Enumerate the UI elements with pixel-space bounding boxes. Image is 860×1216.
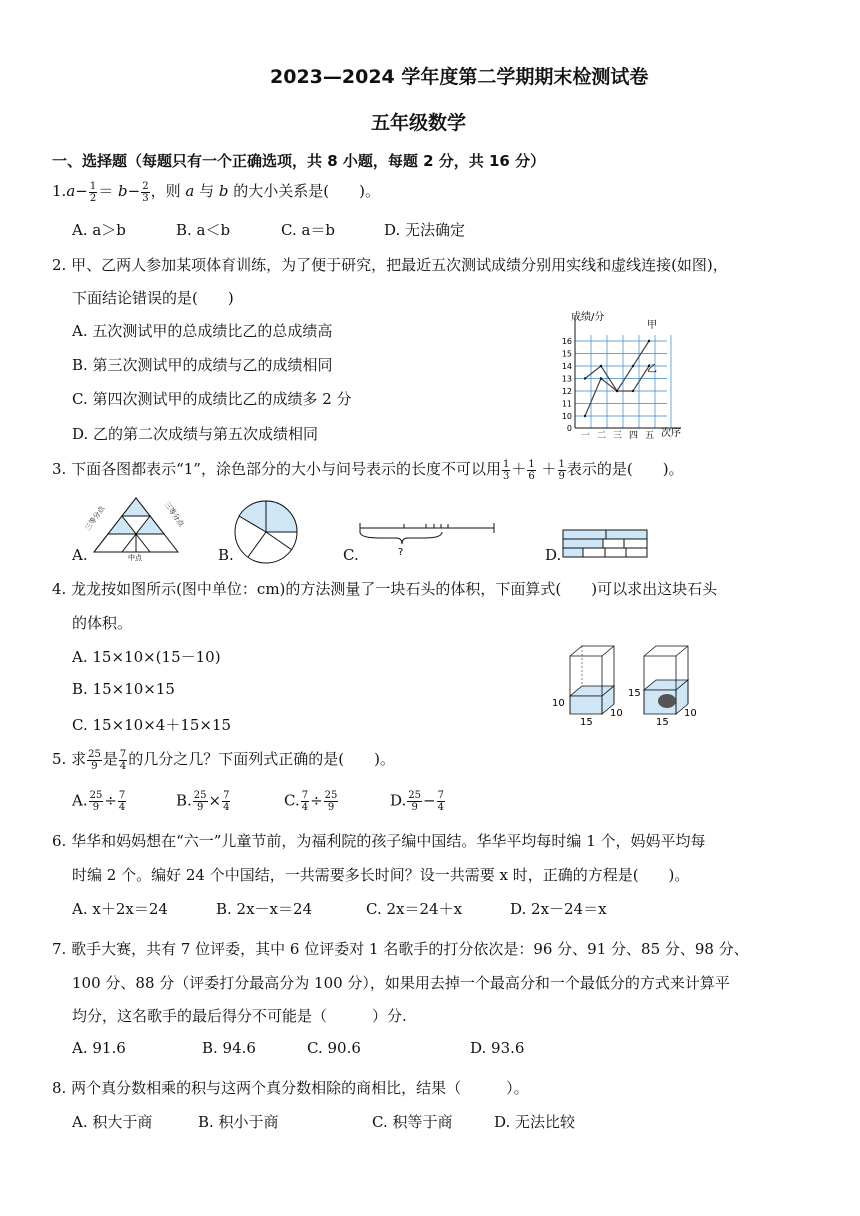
- q3-c-question-mark: ?: [398, 547, 404, 558]
- q5-f1-numerator: 25: [88, 748, 101, 760]
- q5-a-num-1: 25: [89, 790, 103, 801]
- q6-option-a[interactable]: A. x＋2x＝24: [72, 900, 168, 918]
- q1-equals: ＝: [98, 182, 114, 200]
- q5-option-b[interactable]: [176, 790, 231, 813]
- q1-f1-denominator: 2: [89, 192, 97, 204]
- q6-option-b[interactable]: B. 2x－x＝24: [216, 900, 313, 918]
- q3-label-c[interactable]: C.: [343, 546, 359, 564]
- q5-a-fraction-1: [89, 790, 104, 813]
- q4-right-depth: 10: [684, 708, 697, 719]
- q6-option-d[interactable]: D. 2x－24＝x: [510, 900, 607, 918]
- q3-label-b[interactable]: B.: [218, 546, 234, 564]
- q2-line-chart: [555, 308, 685, 440]
- q6-stem-line1: 6. 华华和妈妈想在“六一”儿童节前，为福利院的孩子编中国结。华华平均每时编 1 个，妈妈平均每: [52, 832, 706, 850]
- q5-b-den-2: 4: [223, 802, 230, 813]
- q5-f1-denominator: 9: [91, 760, 98, 772]
- q2-option-d[interactable]: D. 乙的第二次成绩与第五次成绩相同: [72, 425, 319, 443]
- q2-stem-line2: 下面结论错误的是( ): [72, 289, 234, 307]
- page-subtitle: 五年级数学: [371, 112, 467, 134]
- q5-a-label: A.: [72, 791, 88, 810]
- q5-b-fraction-2: [222, 790, 230, 813]
- q1-option-d[interactable]: D. 无法确定: [384, 221, 466, 239]
- q1-minus: −: [75, 182, 88, 200]
- chart-y-tick-label: 11: [561, 399, 572, 409]
- q3-f1-denominator: 3: [502, 470, 510, 482]
- section-heading: 一、选择题（每题只有一个正确选项，共 8 小题，每题 2 分，共 16 分）: [52, 152, 546, 170]
- q5-d-operator: −: [423, 791, 436, 810]
- chart-legend-jia: 甲: [647, 320, 657, 331]
- q5-b-label: B.: [176, 791, 192, 810]
- q5-text-mid: 是: [102, 750, 118, 768]
- q3-f1-numerator: 1: [502, 458, 510, 470]
- q1-option-c[interactable]: C. a＝b: [281, 221, 336, 239]
- q3-f2-numerator: 1: [528, 458, 535, 470]
- q5-a-den-1: 9: [92, 802, 100, 813]
- chart-point-jia: [648, 340, 650, 342]
- q5-option-d[interactable]: [390, 790, 446, 813]
- q5-b-operator: ×: [208, 791, 222, 810]
- q4-stem-line2: 的体积。: [72, 614, 133, 632]
- question-1: [52, 180, 380, 204]
- q4-option-a[interactable]: A. 15×10×(15－10): [72, 648, 221, 666]
- chart-x-tick-label: 二: [597, 431, 607, 441]
- q5-a-num-2: 7: [118, 790, 126, 801]
- chart-y-tick-label: 10: [561, 412, 572, 421]
- q5-fraction-1: [87, 749, 102, 772]
- q5-option-a[interactable]: [72, 790, 127, 813]
- q4-stem-line1: 4. 龙龙按如图所示(图中单位：cm)的方法测量了一块石头的体积，下面算式( )可以求出这块石头: [52, 580, 718, 598]
- q6-stem-line2: 时编 2 个。编好 24 个中国结，一共需要多长时间？设一共需要 x 时，正确的方程是( )。: [72, 866, 690, 884]
- q1-f2-numerator: 2: [142, 180, 149, 192]
- q5-a-operator: ÷: [104, 791, 117, 810]
- q7-stem-line1: 7. 歌手大赛，共有 7 位评委，其中 6 位评委对 1 名歌手的打分依次是：96 分、91 分、85 分、98 分、: [52, 940, 749, 958]
- q7-stem-line2: 100 分、88 分（评委打分最高分为 100 分），如果用去掉一个最高分和一个最低分的方式来计算平: [72, 974, 730, 992]
- chart-point-yi: [600, 365, 602, 367]
- q2-option-a[interactable]: A. 五次测试甲的总成绩比乙的总成绩高: [72, 322, 333, 340]
- q1-minus-2: −: [127, 182, 141, 200]
- q4-left-width: 15: [580, 717, 593, 728]
- chart-point-yi: [616, 390, 618, 392]
- q5-c-label: C.: [284, 791, 300, 810]
- q5-a-den-2: 4: [118, 802, 126, 813]
- q5-text-pre: 5. 求: [52, 750, 87, 768]
- q1-f1-numerator: 1: [89, 180, 97, 192]
- q3-text-pre: 3. 下面各图都表示“1”，涂色部分的大小与问号表示的长度不可以用: [52, 460, 501, 478]
- q5-d-fraction-2: [437, 790, 445, 813]
- chart-y-tick-label: 16: [561, 337, 572, 346]
- q4-option-b[interactable]: B. 15×10×15: [72, 680, 175, 698]
- q5-d-den-2: 4: [437, 802, 444, 813]
- q6-option-c[interactable]: C. 2x＝24＋x: [366, 900, 463, 918]
- q4-left-depth: 10: [610, 708, 623, 719]
- q1-text-2: 与: [194, 182, 219, 200]
- q5-f2-denominator: 4: [119, 760, 127, 772]
- q5-option-c[interactable]: [284, 790, 339, 813]
- question-3: [52, 458, 684, 482]
- q5-a-fraction-2: [118, 790, 126, 813]
- q1-number: 1.: [52, 182, 67, 200]
- chart-y-tick-label: 13: [561, 374, 572, 384]
- q5-b-den-1: 9: [196, 802, 204, 813]
- question-5: [52, 748, 395, 772]
- chart-x-tick-label: 四: [629, 431, 639, 441]
- q5-c-fraction-1: [301, 790, 309, 813]
- q4-right-height: 15: [628, 688, 641, 699]
- q3-plus-1: ＋: [511, 460, 527, 478]
- q3-label-a[interactable]: A.: [72, 546, 88, 564]
- q5-d-den-1: 9: [411, 802, 418, 813]
- q1-f2-denominator: 3: [142, 192, 149, 204]
- q3-figure-d-bars: [562, 529, 648, 561]
- q3-fraction-3: [558, 459, 566, 482]
- chart-x-tick-label: 一: [581, 431, 591, 441]
- chart-point-jia: [632, 365, 634, 367]
- q7-option-d[interactable]: D. 93.6: [470, 1039, 525, 1057]
- q3-a-text-left: 三等分点: [83, 504, 107, 533]
- q1-var-b: b: [118, 182, 128, 200]
- q7-option-b[interactable]: B. 94.6: [202, 1039, 256, 1057]
- chart-y-tick-label: 0: [566, 424, 572, 433]
- q5-c-num-2: 25: [324, 790, 338, 801]
- q1-fraction-1: [89, 181, 97, 204]
- q2-option-b[interactable]: B. 第三次测试甲的成绩与乙的成绩相同: [72, 356, 333, 374]
- q8-option-c[interactable]: C. 积等于商: [372, 1113, 453, 1131]
- q4-figure-containers: [548, 636, 708, 728]
- container-right: [628, 646, 697, 728]
- q7-option-a[interactable]: A. 91.6: [72, 1039, 126, 1057]
- q3-plus-2: ＋: [536, 460, 557, 478]
- q3-figure-a-triangle: [83, 494, 186, 562]
- q4-right-width: 15: [656, 717, 669, 728]
- q3-fraction-1: [502, 459, 510, 482]
- q1-text-1: ，则: [150, 182, 186, 200]
- q2-stem-line1: 2. 甲、乙两人参加某项体育训练，为了便于研究，把最近五次测试成绩分别用实线和虚线连接(如图)，: [52, 256, 728, 274]
- q5-d-num-1: 25: [408, 790, 421, 801]
- chart-y-tick-label: 15: [561, 349, 572, 359]
- q5-d-fraction-1: [407, 790, 422, 813]
- q3-text-post: 表示的是( )。: [566, 460, 684, 478]
- q3-label-d[interactable]: D.: [545, 546, 562, 564]
- q5-c-den-1: 4: [301, 802, 309, 813]
- q3-a-midpoint: 中点: [128, 554, 142, 562]
- stone-icon: [658, 694, 676, 708]
- q8-option-d[interactable]: D. 无法比较: [494, 1113, 576, 1131]
- q1-var-a: a: [66, 182, 76, 200]
- q5-c-den-2: 9: [327, 802, 335, 813]
- container-left: [552, 646, 623, 728]
- q5-fraction-2: [119, 749, 127, 772]
- q1-option-b[interactable]: B. a＜b: [176, 221, 231, 239]
- q3-f2-denominator: 6: [528, 470, 535, 482]
- q5-b-num-2: 7: [223, 790, 230, 801]
- chart-legend-yi: 乙: [647, 364, 657, 375]
- q5-c-num-1: 7: [301, 790, 309, 801]
- q7-stem-line3: 均分，这名歌手的最后得分不可能是（ ）分.: [72, 1007, 407, 1025]
- q8-stem: 8. 两个真分数相乘的积与这两个真分数相除的商相比，结果（ ）。: [52, 1079, 529, 1097]
- q7-option-c[interactable]: C. 90.6: [307, 1039, 361, 1057]
- q5-b-num-1: 25: [193, 790, 207, 801]
- q5-c-fraction-2: [324, 790, 339, 813]
- page-title: 2023—2024 学年度第二学期期末检测试卷: [270, 66, 649, 88]
- q8-option-b[interactable]: B. 积小于商: [198, 1113, 279, 1131]
- chart-xlabel: 次序: [661, 428, 681, 439]
- q8-option-a[interactable]: A. 积大于商: [72, 1113, 153, 1131]
- q1-fraction-2: [141, 181, 149, 204]
- q3-f3-numerator: 1: [558, 458, 565, 470]
- q3-figure-c-line: [358, 520, 498, 564]
- chart-y-tick-label: 14: [561, 362, 572, 371]
- q4-left-height: 10: [552, 698, 565, 709]
- chart-x-tick-label: 三: [613, 431, 623, 441]
- chart-point-jia: [600, 377, 602, 379]
- q5-c-operator: ÷: [310, 791, 323, 810]
- q3-f3-denominator: 9: [558, 470, 565, 482]
- chart-ylabel: 成绩/分: [571, 312, 605, 323]
- q5-d-num-2: 7: [437, 790, 444, 801]
- q5-d-label: D.: [390, 791, 407, 810]
- q2-option-c[interactable]: C. 第四次测试甲的成绩比乙的成绩多 2 分: [72, 390, 352, 408]
- q5-f2-numerator: 7: [119, 748, 127, 760]
- q5-text-post: 的几分之几？下面列式正确的是( )。: [128, 750, 395, 768]
- q1-var-b-2: b: [218, 182, 229, 200]
- q3-fraction-2: [527, 459, 535, 482]
- q5-b-fraction-1: [193, 790, 208, 813]
- q3-a-text-right: 三等分点: [162, 500, 186, 529]
- chart-point-yi: [632, 390, 634, 392]
- chart-x-tick-label: 五: [645, 431, 655, 441]
- chart-point-yi: [584, 377, 586, 379]
- chart-point-jia: [584, 415, 586, 417]
- chart-y-tick-label: 12: [561, 387, 572, 396]
- q3-figure-b-circle: [232, 498, 302, 568]
- q1-text-3: 的大小关系是( )。: [228, 182, 380, 200]
- q1-option-a[interactable]: A. a＞b: [72, 221, 126, 239]
- q4-option-c[interactable]: C. 15×10×4＋15×15: [72, 716, 232, 734]
- q1-var-a-2: a: [185, 182, 195, 200]
